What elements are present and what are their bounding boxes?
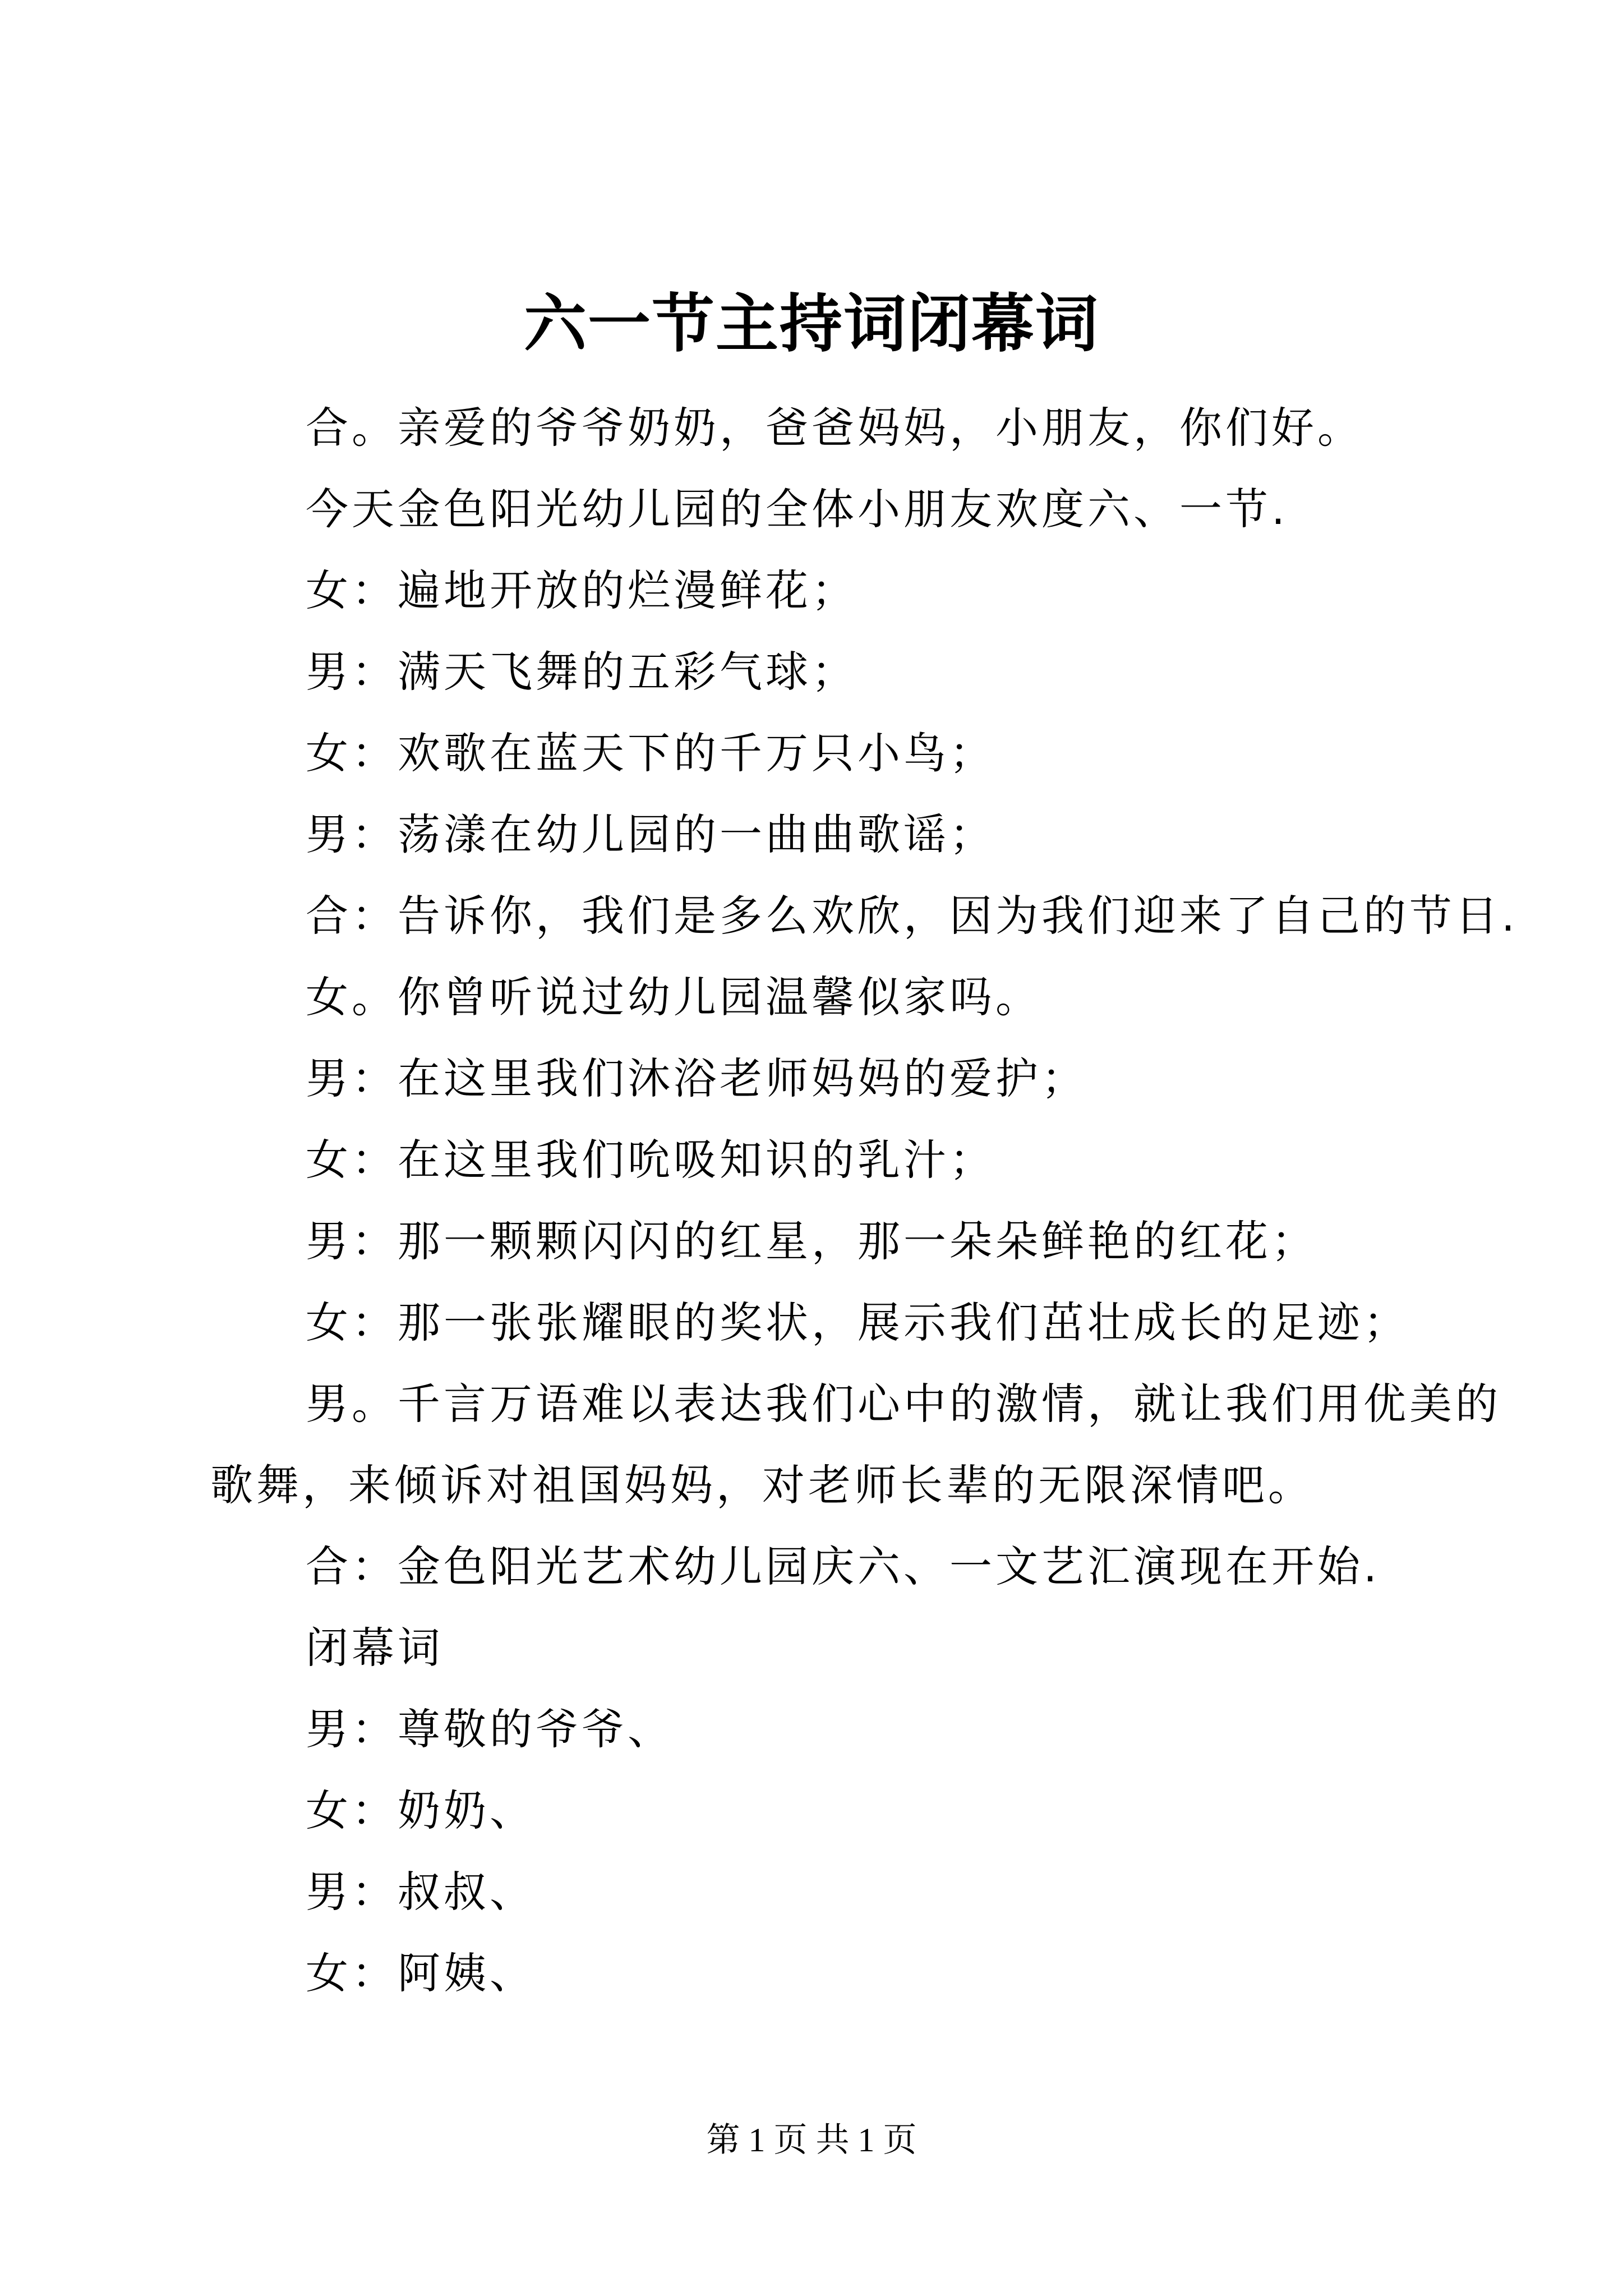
text-line: 女：欢歌在蓝天下的千万只小鸟； [306,728,995,778]
multi-line-paragraph [210,1363,1501,1526]
document-body [210,387,1519,2014]
text-line: 男：在这里我们沐浴老师妈妈的爱护； [306,1053,1087,1103]
text-line: 男：叔叔、 [306,1867,536,1917]
text-line: 今天金色阳光幼儿园的全体小朋友欢度六、一节. [306,484,1289,534]
page-footer: 第 1 页 共 1 页 [706,2122,917,2159]
text-line: 女：阿姨、 [306,1948,536,1998]
section-heading: 闭幕词 [306,1623,444,1673]
text-line: 女：遍地开放的烂漫鲜花； [306,565,857,615]
paragraph-continuation-line: 歌舞，来倾诉对祖国妈妈，对老师长辈的无限深情吧。 [210,1460,1314,1510]
text-line: 合。亲爱的爷爷奶奶，爸爸妈妈，小朋友，你们好。 [306,403,1363,453]
text-line: 女：那一张张耀眼的奖状，展示我们茁壮成长的足迹； [306,1297,1409,1347]
text-line: 男：那一颗颗闪闪的红星，那一朵朵鲜艳的红花； [306,1216,1317,1266]
text-line: 女：在这里我们吮吸知识的乳汁； [306,1135,995,1185]
text-line: 男：荡漾在幼儿园的一曲曲歌谣； [306,809,995,859]
document-title: 六一节主持词闭幕词 [524,287,1099,361]
text-line: 女。你曾听说过幼儿园温馨似家吗。 [306,972,1041,1022]
text-line: 女：奶奶、 [306,1786,536,1835]
text-line: 合：告诉你，我们是多么欢欣，因为我们迎来了自己的节日. [306,891,1519,941]
text-line: 男：尊敬的爷爷、 [306,1704,674,1754]
paragraph-first-line: 男。千言万语难以表达我们心中的激情，就让我们用优美的 [306,1379,1501,1429]
text-line: 合：金色阳光艺术幼儿园庆六、一文艺汇演现在开始. [306,1542,1381,1591]
text-line: 男：满天飞舞的五彩气球； [306,647,857,697]
